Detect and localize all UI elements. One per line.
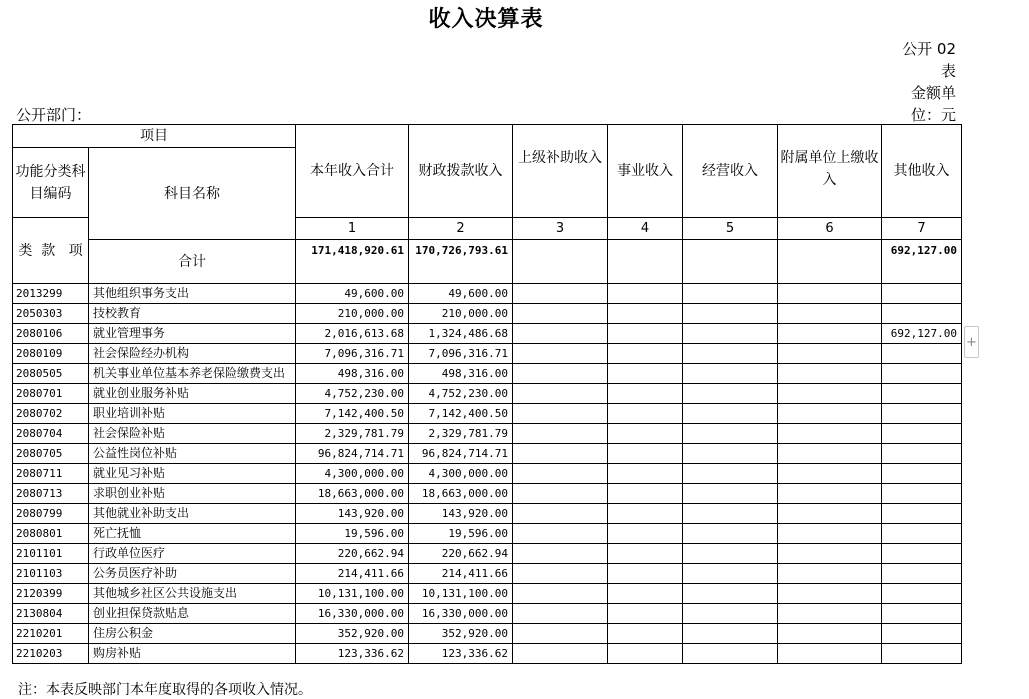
row-other — [882, 504, 962, 524]
total-sum: 171,418,920.61 — [296, 240, 409, 284]
row-total: 210,000.00 — [296, 304, 409, 324]
row-operating — [683, 544, 778, 564]
unit-label: 金额单位：元 — [910, 84, 956, 124]
row-other — [882, 604, 962, 624]
row-name: 公务员医疗补助 — [89, 564, 296, 584]
col-number-6: 6 — [778, 218, 882, 240]
row-total: 7,096,316.71 — [296, 344, 409, 364]
row-fiscal: 2,329,781.79 — [409, 424, 513, 444]
row-fiscal: 123,336.62 — [409, 644, 513, 664]
row-affiliate — [778, 464, 882, 484]
table-row — [13, 464, 962, 484]
row-affiliate — [778, 544, 882, 564]
total-affiliate — [778, 240, 882, 284]
row-name: 就业创业服务补贴 — [89, 384, 296, 404]
row-other — [882, 404, 962, 424]
table-row — [13, 404, 962, 424]
income-table — [12, 124, 962, 664]
row-superior — [513, 384, 608, 404]
row-total: 143,920.00 — [296, 504, 409, 524]
row-name: 购房补贴 — [89, 644, 296, 664]
row-superior — [513, 504, 608, 524]
total-fiscal: 170,726,793.61 — [409, 240, 513, 284]
table-row — [13, 284, 962, 304]
row-code: 2080505 — [13, 364, 89, 384]
report-title: 收入决算表 — [428, 7, 544, 32]
row-superior — [513, 544, 608, 564]
row-operating — [683, 584, 778, 604]
header-kuan: 款 — [41, 242, 56, 259]
row-code: 2080711 — [13, 464, 89, 484]
header-col-operating: 经营收入 — [683, 125, 778, 218]
row-other — [882, 284, 962, 304]
row-operating — [683, 384, 778, 404]
table-body — [13, 284, 962, 664]
total-business — [608, 240, 683, 284]
row-name: 创业担保贷款贴息 — [89, 604, 296, 624]
row-total: 4,300,000.00 — [296, 464, 409, 484]
row-business — [608, 624, 683, 644]
row-superior — [513, 464, 608, 484]
row-total: 96,824,714.71 — [296, 444, 409, 464]
row-business — [608, 424, 683, 444]
row-code: 2080106 — [13, 324, 89, 344]
row-total: 7,142,400.50 — [296, 404, 409, 424]
row-other — [882, 464, 962, 484]
row-operating — [683, 284, 778, 304]
row-code: 2130804 — [13, 604, 89, 624]
row-operating — [683, 404, 778, 424]
col-number-7: 7 — [882, 218, 962, 240]
row-other — [882, 344, 962, 364]
row-superior — [513, 324, 608, 344]
row-code: 2080801 — [13, 524, 89, 544]
row-affiliate — [778, 324, 882, 344]
row-name: 机关事业单位基本养老保险缴费支出 — [89, 364, 296, 384]
header-func-code: 功能分类科目编码 — [13, 148, 89, 218]
table-row — [13, 424, 962, 444]
header-subject-name: 科目名称 — [89, 148, 296, 240]
row-name: 技校教育 — [89, 304, 296, 324]
row-code: 2013299 — [13, 284, 89, 304]
row-name: 公益性岗位补贴 — [89, 444, 296, 464]
row-other — [882, 524, 962, 544]
row-name: 其他就业补助支出 — [89, 504, 296, 524]
row-code: 2210203 — [13, 644, 89, 664]
table-row — [13, 384, 962, 404]
table-row — [13, 584, 962, 604]
row-affiliate — [778, 344, 882, 364]
row-business — [608, 284, 683, 304]
row-code: 2210201 — [13, 624, 89, 644]
row-operating — [683, 364, 778, 384]
row-name: 职业培训补贴 — [89, 404, 296, 424]
row-other — [882, 384, 962, 404]
row-total: 16,330,000.00 — [296, 604, 409, 624]
row-fiscal: 19,596.00 — [409, 524, 513, 544]
header-item: 项目 — [13, 125, 296, 148]
row-fiscal: 16,330,000.00 — [409, 604, 513, 624]
row-total: 4,752,230.00 — [296, 384, 409, 404]
row-fiscal: 4,752,230.00 — [409, 384, 513, 404]
row-business — [608, 484, 683, 504]
row-superior — [513, 624, 608, 644]
total-superior — [513, 240, 608, 284]
row-operating — [683, 644, 778, 664]
total-operating — [683, 240, 778, 284]
row-fiscal: 214,411.66 — [409, 564, 513, 584]
row-operating — [683, 564, 778, 584]
form-code-text: 公开 02 表 — [902, 40, 956, 80]
row-affiliate — [778, 404, 882, 424]
department-label: 公开部门： — [16, 106, 92, 124]
table-row — [13, 304, 962, 324]
row-fiscal: 7,096,316.71 — [409, 344, 513, 364]
row-superior — [513, 584, 608, 604]
header-col-other: 其他收入 — [882, 125, 962, 218]
row-business — [608, 304, 683, 324]
row-fiscal: 18,663,000.00 — [409, 484, 513, 504]
row-business — [608, 344, 683, 364]
row-affiliate — [778, 604, 882, 624]
row-business — [608, 404, 683, 424]
row-affiliate — [778, 564, 882, 584]
table-row — [13, 624, 962, 644]
row-code: 2101101 — [13, 544, 89, 564]
row-other — [882, 584, 962, 604]
row-operating — [683, 444, 778, 464]
header-col-total: 本年收入合计 — [296, 125, 409, 218]
row-other — [882, 484, 962, 504]
header-col-affiliate: 附属单位上缴收入 — [778, 125, 882, 218]
row-fiscal: 220,662.94 — [409, 544, 513, 564]
row-other — [882, 644, 962, 664]
header-lei: 类 — [18, 242, 33, 259]
row-superior — [513, 444, 608, 464]
row-affiliate — [778, 444, 882, 464]
row-code: 2080713 — [13, 484, 89, 504]
row-business — [608, 384, 683, 404]
row-operating — [683, 504, 778, 524]
row-superior — [513, 484, 608, 504]
row-superior — [513, 524, 608, 544]
row-affiliate — [778, 644, 882, 664]
row-total: 2,329,781.79 — [296, 424, 409, 444]
row-code: 2080702 — [13, 404, 89, 424]
row-name: 其他组织事务支出 — [89, 284, 296, 304]
row-code: 2120399 — [13, 584, 89, 604]
row-business — [608, 644, 683, 664]
header-col-business: 事业收入 — [608, 125, 683, 218]
row-fiscal: 143,920.00 — [409, 504, 513, 524]
row-operating — [683, 304, 778, 324]
total-other: 692,127.00 — [882, 240, 962, 284]
row-other — [882, 624, 962, 644]
row-operating — [683, 344, 778, 364]
row-code: 2050303 — [13, 304, 89, 324]
total-label: 合计 — [89, 240, 296, 284]
row-code: 2101103 — [13, 564, 89, 584]
row-fiscal: 352,920.00 — [409, 624, 513, 644]
row-superior — [513, 284, 608, 304]
row-affiliate — [778, 584, 882, 604]
row-other: 692,127.00 — [882, 324, 962, 344]
header-lei-kuan-xiang — [13, 218, 89, 284]
row-fiscal: 10,131,100.00 — [409, 584, 513, 604]
col-number-1: 1 — [296, 218, 409, 240]
row-other — [882, 364, 962, 384]
row-other — [882, 424, 962, 444]
row-other — [882, 444, 962, 464]
row-superior — [513, 364, 608, 384]
row-name: 就业管理事务 — [89, 324, 296, 344]
row-operating — [683, 604, 778, 624]
row-business — [608, 564, 683, 584]
row-superior — [513, 404, 608, 424]
row-affiliate — [778, 284, 882, 304]
table-row — [13, 604, 962, 624]
row-total: 18,663,000.00 — [296, 484, 409, 504]
col-number-2: 2 — [409, 218, 513, 240]
row-name: 就业见习补贴 — [89, 464, 296, 484]
row-business — [608, 444, 683, 464]
row-fiscal: 4,300,000.00 — [409, 464, 513, 484]
col-number-5: 5 — [683, 218, 778, 240]
col-number-3: 3 — [513, 218, 608, 240]
header-col-superior: 上级补助收入 — [513, 125, 608, 218]
row-affiliate — [778, 304, 882, 324]
row-name: 社会保险补贴 — [89, 424, 296, 444]
row-fiscal: 96,824,714.71 — [409, 444, 513, 464]
header-col-fiscal: 财政拨款收入 — [409, 125, 513, 218]
table-row — [13, 364, 962, 384]
footnote: 注：本表反映部门本年度取得的各项收入情况。 — [18, 682, 312, 698]
row-total: 10,131,100.00 — [296, 584, 409, 604]
col-number-4: 4 — [608, 218, 683, 240]
row-business — [608, 604, 683, 624]
table-row — [13, 564, 962, 584]
row-business — [608, 524, 683, 544]
row-superior — [513, 644, 608, 664]
row-other — [882, 304, 962, 324]
row-affiliate — [778, 424, 882, 444]
row-fiscal: 1,324,486.68 — [409, 324, 513, 344]
table-row — [13, 504, 962, 524]
table-row — [13, 644, 962, 664]
table-row — [13, 524, 962, 544]
row-business — [608, 504, 683, 524]
row-code: 2080705 — [13, 444, 89, 464]
row-name: 住房公积金 — [89, 624, 296, 644]
table-row — [13, 344, 962, 364]
row-fiscal: 7,142,400.50 — [409, 404, 513, 424]
row-business — [608, 364, 683, 384]
row-superior — [513, 304, 608, 324]
row-total: 220,662.94 — [296, 544, 409, 564]
row-superior — [513, 564, 608, 584]
row-business — [608, 584, 683, 604]
row-code: 2080704 — [13, 424, 89, 444]
row-code: 2080799 — [13, 504, 89, 524]
row-other — [882, 564, 962, 584]
row-total: 498,316.00 — [296, 364, 409, 384]
row-operating — [683, 464, 778, 484]
table-row — [13, 324, 962, 344]
row-affiliate — [778, 624, 882, 644]
row-operating — [683, 424, 778, 444]
row-business — [608, 464, 683, 484]
row-business — [608, 324, 683, 344]
row-business — [608, 544, 683, 564]
row-code: 2080701 — [13, 384, 89, 404]
row-total: 19,596.00 — [296, 524, 409, 544]
row-affiliate — [778, 364, 882, 384]
row-name: 死亡抚恤 — [89, 524, 296, 544]
expand-button[interactable]: + — [964, 326, 979, 358]
row-name: 社会保险经办机构 — [89, 344, 296, 364]
row-affiliate — [778, 504, 882, 524]
row-total: 2,016,613.68 — [296, 324, 409, 344]
row-fiscal: 210,000.00 — [409, 304, 513, 324]
form-code — [900, 38, 956, 126]
row-name: 求职创业补贴 — [89, 484, 296, 504]
table-row — [13, 444, 962, 464]
row-total: 123,336.62 — [296, 644, 409, 664]
row-operating — [683, 624, 778, 644]
row-superior — [513, 604, 608, 624]
row-other — [882, 544, 962, 564]
header-xiang: 项 — [68, 242, 83, 259]
table-row — [13, 484, 962, 504]
row-operating — [683, 324, 778, 344]
row-code: 2080109 — [13, 344, 89, 364]
row-superior — [513, 344, 608, 364]
row-affiliate — [778, 384, 882, 404]
row-operating — [683, 524, 778, 544]
row-affiliate — [778, 484, 882, 504]
row-total: 49,600.00 — [296, 284, 409, 304]
row-total: 214,411.66 — [296, 564, 409, 584]
row-fiscal: 498,316.00 — [409, 364, 513, 384]
row-name: 行政单位医疗 — [89, 544, 296, 564]
row-name: 其他城乡社区公共设施支出 — [89, 584, 296, 604]
row-operating — [683, 484, 778, 504]
row-superior — [513, 424, 608, 444]
row-affiliate — [778, 524, 882, 544]
row-total: 352,920.00 — [296, 624, 409, 644]
table-row — [13, 544, 962, 564]
row-fiscal: 49,600.00 — [409, 284, 513, 304]
